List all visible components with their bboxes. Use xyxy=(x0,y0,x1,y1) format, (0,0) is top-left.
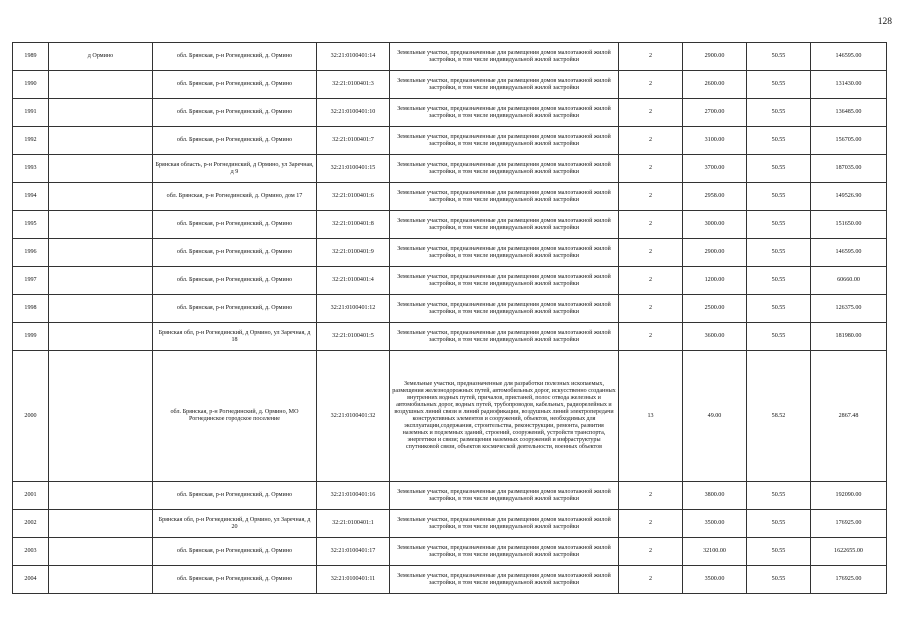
address-cell: Брянская область, р-н Рогнединский, д Ормино, ул Заречная, д 9 xyxy=(153,155,317,183)
group-number-cell: 13 xyxy=(619,351,683,482)
cadastral-number-cell: 32:21:0100401:11 xyxy=(317,566,390,594)
table-row xyxy=(13,43,887,71)
group-number-cell: 2 xyxy=(619,482,683,510)
address-cell: обл. Брянская, р-н Рогнединский, д. Ормино xyxy=(153,566,317,594)
group-number-cell: 2 xyxy=(619,211,683,239)
cadastral-value-cell: 181980.00 xyxy=(811,323,887,351)
locality-cell xyxy=(49,211,153,239)
row-number: 1990 xyxy=(13,71,49,99)
area-cell: 3700.00 xyxy=(683,155,747,183)
row-number: 1991 xyxy=(13,99,49,127)
locality-cell xyxy=(49,127,153,155)
group-number-cell: 2 xyxy=(619,510,683,538)
group-number-cell: 2 xyxy=(619,155,683,183)
area-cell: 49.00 xyxy=(683,351,747,482)
area-cell: 3800.00 xyxy=(683,482,747,510)
group-number-cell: 2 xyxy=(619,99,683,127)
address-cell: Брянская обл, р-н Рогнединский, д Ормино, ул Заречная, д 18 xyxy=(153,323,317,351)
cadastral-number-cell: 32:21:0100401:6 xyxy=(317,183,390,211)
row-number: 1992 xyxy=(13,127,49,155)
area-cell: 3100.00 xyxy=(683,127,747,155)
row-number: 1993 xyxy=(13,155,49,183)
row-number: 1996 xyxy=(13,239,49,267)
row-number: 1999 xyxy=(13,323,49,351)
table-row xyxy=(13,99,887,127)
cadastral-value-cell: 1622655.00 xyxy=(811,538,887,566)
address-cell: обл. Брянская, р-н Рогнединский, д. Ормино xyxy=(153,295,317,323)
group-number-cell: 2 xyxy=(619,43,683,71)
address-cell: обл. Брянская, р-н Рогнединский, д. Ормино, дом 17 xyxy=(153,183,317,211)
specific-value-cell: 50.55 xyxy=(747,183,811,211)
land-use-purpose-cell: Земельные участки, предназначенные для размещения домов малоэтажной жилой застройки, в том числе индивидуальной жилой застройки xyxy=(390,510,619,538)
table-row xyxy=(13,267,887,295)
address-cell: обл. Брянская, р-н Рогнединский, д. Ормино xyxy=(153,211,317,239)
cadastral-number-cell: 32:21:0100401:5 xyxy=(317,323,390,351)
land-use-purpose-cell: Земельные участки, предназначенные для размещения домов малоэтажной жилой застройки, в том числе индивидуальной жилой застройки xyxy=(390,71,619,99)
table-row xyxy=(13,127,887,155)
cadastral-value-cell: 176925.00 xyxy=(811,510,887,538)
land-use-purpose-cell: Земельные участки, предназначенные для размещения домов малоэтажной жилой застройки, в том числе индивидуальной жилой застройки xyxy=(390,239,619,267)
specific-value-cell: 50.55 xyxy=(747,323,811,351)
row-number: 1989 xyxy=(13,43,49,71)
cadastral-number-cell: 32:21:0100401:32 xyxy=(317,351,390,482)
address-cell: Брянская обл, р-н Рогнединский, д Ормино, ул Заречная, д 20 xyxy=(153,510,317,538)
table-row xyxy=(13,155,887,183)
cadastral-value-cell: 176925.00 xyxy=(811,566,887,594)
area-cell: 32100.00 xyxy=(683,538,747,566)
address-cell: обл. Брянская, р-н Рогнединский, д. Ормино xyxy=(153,127,317,155)
land-use-purpose-cell: Земельные участки, предназначенные для размещения домов малоэтажной жилой застройки, в том числе индивидуальной жилой застройки xyxy=(390,323,619,351)
group-number-cell: 2 xyxy=(619,267,683,295)
specific-value-cell: 50.55 xyxy=(747,295,811,323)
cadastral-number-cell: 32:21:0100401:14 xyxy=(317,43,390,71)
area-cell: 3600.00 xyxy=(683,323,747,351)
row-number: 2002 xyxy=(13,510,49,538)
cadastral-number-cell: 32:21:0100401:9 xyxy=(317,239,390,267)
area-cell: 3500.00 xyxy=(683,510,747,538)
row-number: 1994 xyxy=(13,183,49,211)
table-row xyxy=(13,71,887,99)
locality-cell xyxy=(49,71,153,99)
cadastral-number-cell: 32:21:0100401:1 xyxy=(317,510,390,538)
group-number-cell: 2 xyxy=(619,183,683,211)
specific-value-cell: 58.52 xyxy=(747,351,811,482)
page-number: 128 xyxy=(877,17,892,27)
table-row xyxy=(13,295,887,323)
row-number: 2004 xyxy=(13,566,49,594)
table-row xyxy=(13,510,887,538)
cadastral-number-cell: 32:21:0100401:7 xyxy=(317,127,390,155)
specific-value-cell: 50.55 xyxy=(747,267,811,295)
cadastral-number-cell: 32:21:0100401:8 xyxy=(317,211,390,239)
land-use-purpose-cell: Земельные участки, предназначенные для размещения домов малоэтажной жилой застройки, в том числе индивидуальной жилой застройки xyxy=(390,538,619,566)
table-row xyxy=(13,351,887,482)
cadastral-number-cell: 32:21:0100401:17 xyxy=(317,538,390,566)
locality-cell xyxy=(49,295,153,323)
cadastral-value-cell: 60660.00 xyxy=(811,267,887,295)
cadastral-value-cell: 136485.00 xyxy=(811,99,887,127)
locality-cell xyxy=(49,538,153,566)
cadastral-value-cell: 187035.00 xyxy=(811,155,887,183)
area-cell: 2700.00 xyxy=(683,99,747,127)
specific-value-cell: 50.55 xyxy=(747,510,811,538)
area-cell: 3000.00 xyxy=(683,211,747,239)
cadastral-number-cell: 32:21:0100401:3 xyxy=(317,71,390,99)
cadastral-value-cell: 149526.90 xyxy=(811,183,887,211)
locality-cell xyxy=(49,183,153,211)
locality-cell xyxy=(49,351,153,482)
cadastral-number-cell: 32:21:0100401:15 xyxy=(317,155,390,183)
row-number: 2001 xyxy=(13,482,49,510)
table-row xyxy=(13,183,887,211)
cadastral-value-cell: 151650.00 xyxy=(811,211,887,239)
group-number-cell: 2 xyxy=(619,323,683,351)
land-use-purpose-cell: Земельные участки, предназначенные для размещения домов малоэтажной жилой застройки, в том числе индивидуальной жилой застройки xyxy=(390,267,619,295)
specific-value-cell: 50.55 xyxy=(747,71,811,99)
land-use-purpose-cell: Земельные участки, предназначенные для разработки полезных ископаемых, размещения железнодорожных путей, автомобильных дорог, искусственно созданных внутренних водных путей, причалов, пристаней, полос отвода железных и автомобильных дорог, водных путей, трубопроводов, кабельных, радиорелейных и воздушных линий связи и линий радиофикации, воздушных линий электропередачи конструктивных элементов и сооружений, объектов, необходимых для эксплуатации,содержания, строительства, реконструкции, ремонта, развития наземных и подземных зданий, строений, сооружений, устройств транспорта, энергетики и связи; размещения наземных сооружений и инфраструктуры спутниковой связи, объектов космической деятельности, военных объектов xyxy=(390,351,619,482)
specific-value-cell: 50.55 xyxy=(747,99,811,127)
locality-cell xyxy=(49,155,153,183)
address-cell: обл. Брянская, р-н Рогнединский, д. Ормино xyxy=(153,71,317,99)
cadastral-number-cell: 32:21:0100401:10 xyxy=(317,99,390,127)
specific-value-cell: 50.55 xyxy=(747,566,811,594)
row-number: 2003 xyxy=(13,538,49,566)
cadastral-value-cell: 146595.00 xyxy=(811,239,887,267)
cadastral-value-cell: 192090.00 xyxy=(811,482,887,510)
land-use-purpose-cell: Земельные участки, предназначенные для размещения домов малоэтажной жилой застройки, в том числе индивидуальной жилой застройки xyxy=(390,566,619,594)
specific-value-cell: 50.55 xyxy=(747,155,811,183)
group-number-cell: 2 xyxy=(619,295,683,323)
area-cell: 2500.00 xyxy=(683,295,747,323)
table-row xyxy=(13,239,887,267)
land-use-purpose-cell: Земельные участки, предназначенные для размещения домов малоэтажной жилой застройки, в том числе индивидуальной жилой застройки xyxy=(390,43,619,71)
table-row xyxy=(13,323,887,351)
group-number-cell: 2 xyxy=(619,538,683,566)
locality-cell xyxy=(49,566,153,594)
specific-value-cell: 50.55 xyxy=(747,211,811,239)
cadastral-number-cell: 32:21:0100401:16 xyxy=(317,482,390,510)
table-row xyxy=(13,211,887,239)
land-use-purpose-cell: Земельные участки, предназначенные для размещения домов малоэтажной жилой застройки, в том числе индивидуальной жилой застройки xyxy=(390,183,619,211)
land-use-purpose-cell: Земельные участки, предназначенные для размещения домов малоэтажной жилой застройки, в том числе индивидуальной жилой застройки xyxy=(390,211,619,239)
cadastral-value-cell: 146595.00 xyxy=(811,43,887,71)
address-cell: обл. Брянская, р-н Рогнединский, д. Ормино xyxy=(153,538,317,566)
cadastral-value-cell: 126375.00 xyxy=(811,295,887,323)
address-cell: обл. Брянская, р-н Рогнединский, д. Ормино xyxy=(153,43,317,71)
row-number: 2000 xyxy=(13,351,49,482)
specific-value-cell: 50.55 xyxy=(747,127,811,155)
area-cell: 2600.00 xyxy=(683,71,747,99)
locality-cell xyxy=(49,239,153,267)
cadastral-value-table xyxy=(12,42,887,594)
cadastral-value-cell: 131430.00 xyxy=(811,71,887,99)
cadastral-number-cell: 32:21:0100401:4 xyxy=(317,267,390,295)
group-number-cell: 2 xyxy=(619,239,683,267)
area-cell: 2900.00 xyxy=(683,239,747,267)
group-number-cell: 2 xyxy=(619,127,683,155)
land-use-purpose-cell: Земельные участки, предназначенные для размещения домов малоэтажной жилой застройки, в том числе индивидуальной жилой застройки xyxy=(390,155,619,183)
specific-value-cell: 50.55 xyxy=(747,538,811,566)
area-cell: 1200.00 xyxy=(683,267,747,295)
land-use-purpose-cell: Земельные участки, предназначенные для размещения домов малоэтажной жилой застройки, в том числе индивидуальной жилой застройки xyxy=(390,482,619,510)
locality-cell xyxy=(49,323,153,351)
cadastral-number-cell: 32:21:0100401:12 xyxy=(317,295,390,323)
locality-cell xyxy=(49,99,153,127)
cadastral-value-cell: 156705.00 xyxy=(811,127,887,155)
row-number: 1995 xyxy=(13,211,49,239)
land-use-purpose-cell: Земельные участки, предназначенные для размещения домов малоэтажной жилой застройки, в том числе индивидуальной жилой застройки xyxy=(390,295,619,323)
address-cell: обл. Брянская, р-н Рогнединский, д. Ормино xyxy=(153,482,317,510)
address-cell: обл. Брянская, р-н Рогнединский, д. Ормино xyxy=(153,239,317,267)
group-number-cell: 2 xyxy=(619,71,683,99)
table-row xyxy=(13,482,887,510)
row-number: 1997 xyxy=(13,267,49,295)
land-use-purpose-cell: Земельные участки, предназначенные для размещения домов малоэтажной жилой застройки, в том числе индивидуальной жилой застройки xyxy=(390,127,619,155)
group-number-cell: 2 xyxy=(619,566,683,594)
cadastral-value-cell: 2867.48 xyxy=(811,351,887,482)
specific-value-cell: 50.55 xyxy=(747,43,811,71)
row-number: 1998 xyxy=(13,295,49,323)
address-cell: обл. Брянская, р-н Рогнединский, д. Ормино, МО Рогнединское городское поселение xyxy=(153,351,317,482)
land-use-purpose-cell: Земельные участки, предназначенные для размещения домов малоэтажной жилой застройки, в том числе индивидуальной жилой застройки xyxy=(390,99,619,127)
specific-value-cell: 50.55 xyxy=(747,482,811,510)
address-cell: обл. Брянская, р-н Рогнединский, д. Ормино xyxy=(153,267,317,295)
area-cell: 3500.00 xyxy=(683,566,747,594)
area-cell: 2958.00 xyxy=(683,183,747,211)
locality-cell xyxy=(49,510,153,538)
table-row xyxy=(13,566,887,594)
address-cell: обл. Брянская, р-н Рогнединский, д. Ормино xyxy=(153,99,317,127)
locality-cell xyxy=(49,482,153,510)
specific-value-cell: 50.55 xyxy=(747,239,811,267)
locality-cell: д Ормино xyxy=(49,43,153,71)
area-cell: 2900.00 xyxy=(683,43,747,71)
locality-cell xyxy=(49,267,153,295)
table-row xyxy=(13,538,887,566)
